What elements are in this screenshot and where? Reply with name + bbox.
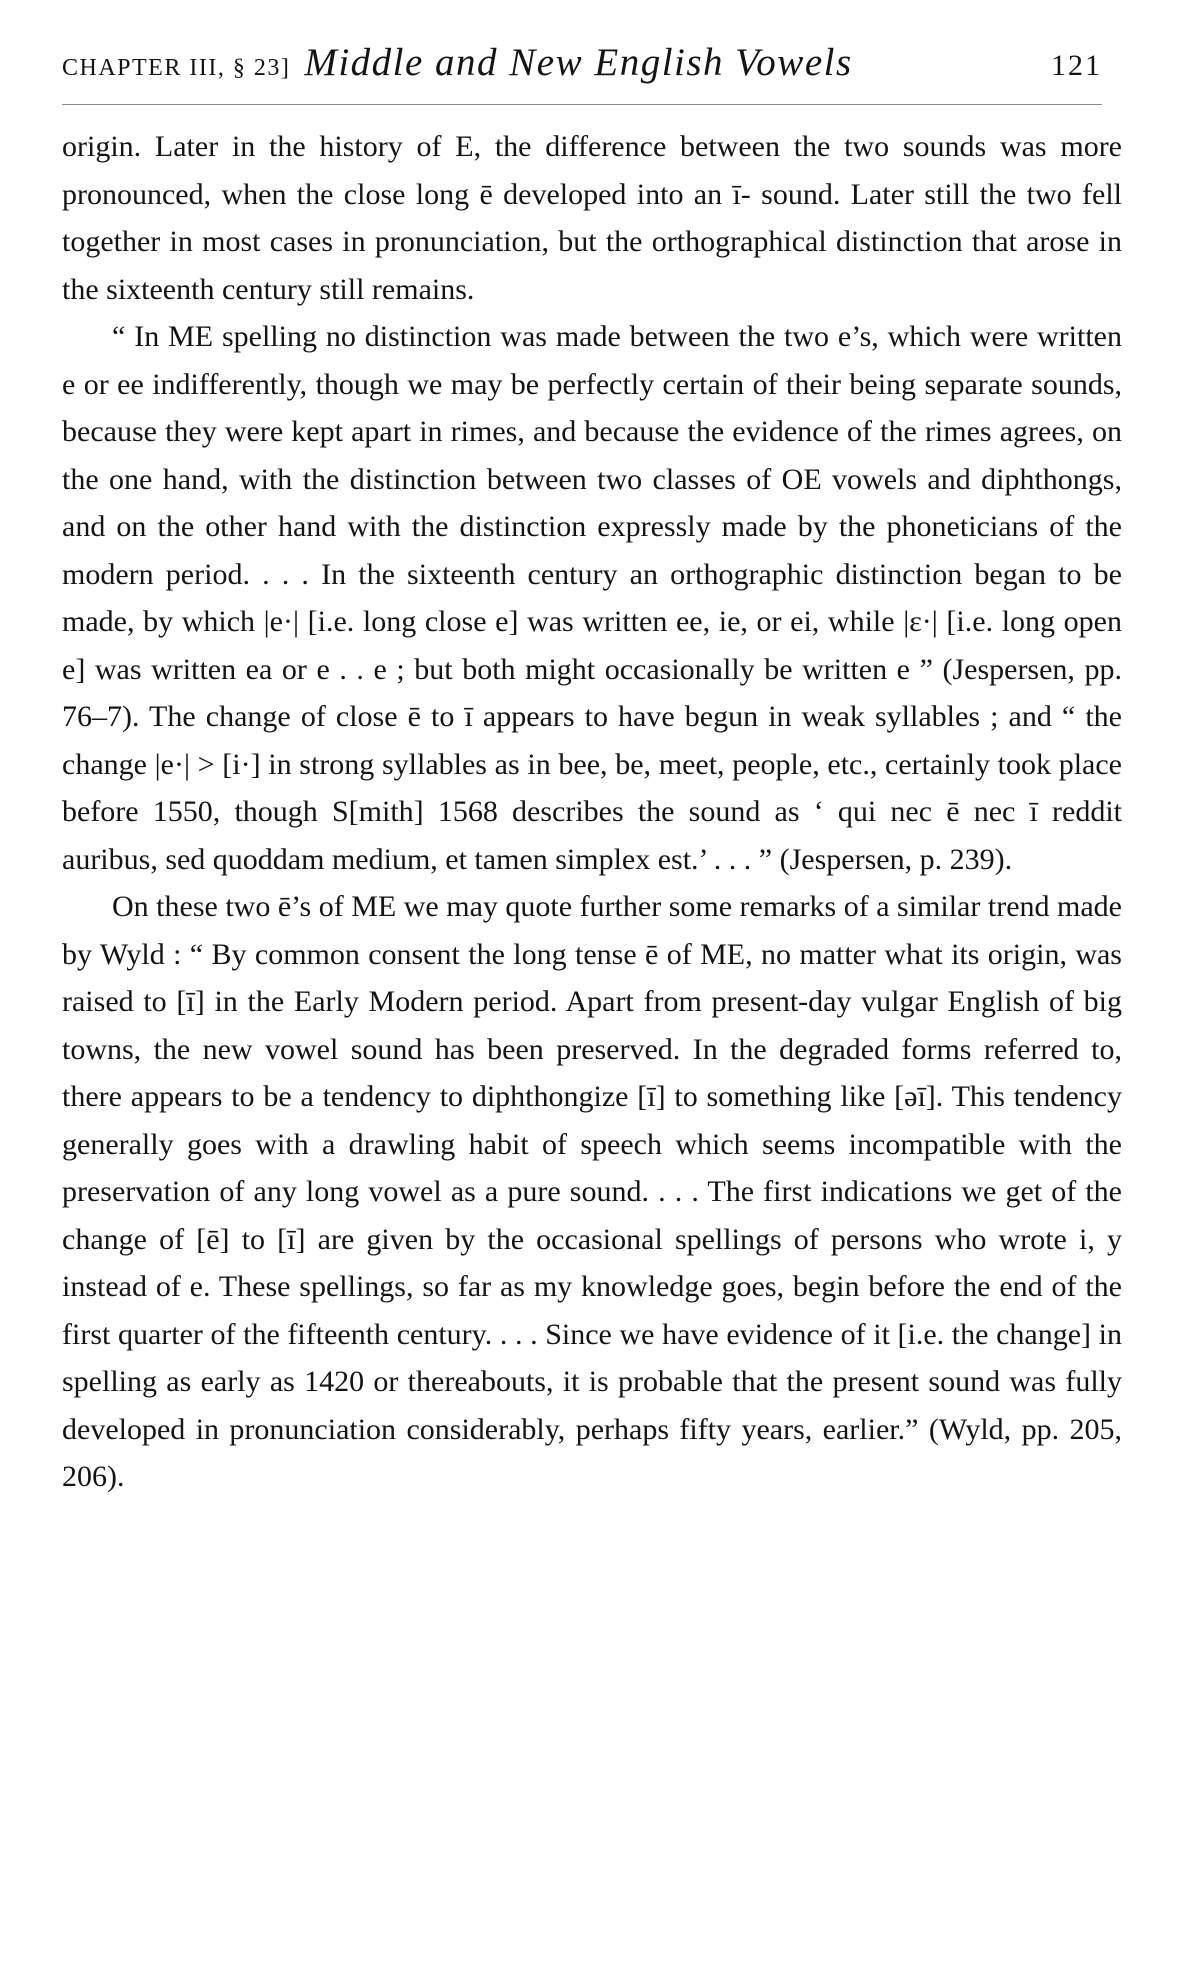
paragraph-2: “ In ME spelling no distinction was made between the two e’s, which were written e or ee indifferently, though we may be perfectly certain of their being separate sounds, because they were kept apart in rimes, and because the evidence of the rimes agrees, on the one hand, with the distinction between two classes of OE vowels and diphthongs, and on the other hand with the distinction expressly made by the phoneticians of the modern period. . . . In the sixteenth century an orthographic distinction began to be made, by which |e·| [i.e. long close e] was written ee, ie, or ei, while |ɛ·| [i.e. long open e] was written ea or e . . e ; but both might occasionally be written e ” (Jespersen, pp. 76–7). The change of close ē to ī appears to have begun in weak syllables ; and “ the change |e·| > [i·] in strong syllables as in bee, be, meet, people, etc., certainly took place before 1550, though S[mith] 1568 describes the sound as ‘ qui nec ē nec ī reddit auribus, sed quoddam medium, et tamen simplex est.’ . . . ” (Jespersen, p. 239). xyxy=(62,320,1122,876)
running-head xyxy=(62,40,1102,105)
paragraph-3: On these two ē’s of ME we may quote further some remarks of a similar trend made by Wyld : “ By common consent the long tense ē of ME, no matter what its origin, was raised to [ī] in the Early Modern period. Apart from present-day vulgar English of big towns, the new vowel sound has been preserved. In the degraded forms referred to, there appears to be a tendency to diphthongize [ī] to something like [əī]. This tendency generally goes with a drawling habit of speech which seems incompatible with the preservation of any long vowel as a pure sound. . . . The first indications we get of the change of [ē] to [ī] are given by the occasional spellings of persons who wrote i, y instead of e. These spellings, so far as my knowledge goes, begin before the end of the first quarter of the fifteenth century. . . . Since we have evidence of it [i.e. the change] in spelling as early as 1420 or thereabouts, it is probable that the present sound was fully developed in pronunciation considerably, perhaps fifty years, earlier.” (Wyld, pp. 205, 206). xyxy=(62,890,1122,1493)
paragraph-1: origin. Later in the history of E, the difference between the two sounds was more pronounced, when the close long ē developed into an ī- sound. Later still the two fell together in most cases in pronunciation, but the orthographical distinction that arose in the sixteenth century still remains. xyxy=(62,130,1122,306)
running-title: Middle and New English Vowels xyxy=(304,41,853,84)
page-number: 121 xyxy=(1051,49,1102,82)
body-text xyxy=(62,123,1122,1501)
chapter-reference: CHAPTER III, § 23] xyxy=(62,55,291,81)
